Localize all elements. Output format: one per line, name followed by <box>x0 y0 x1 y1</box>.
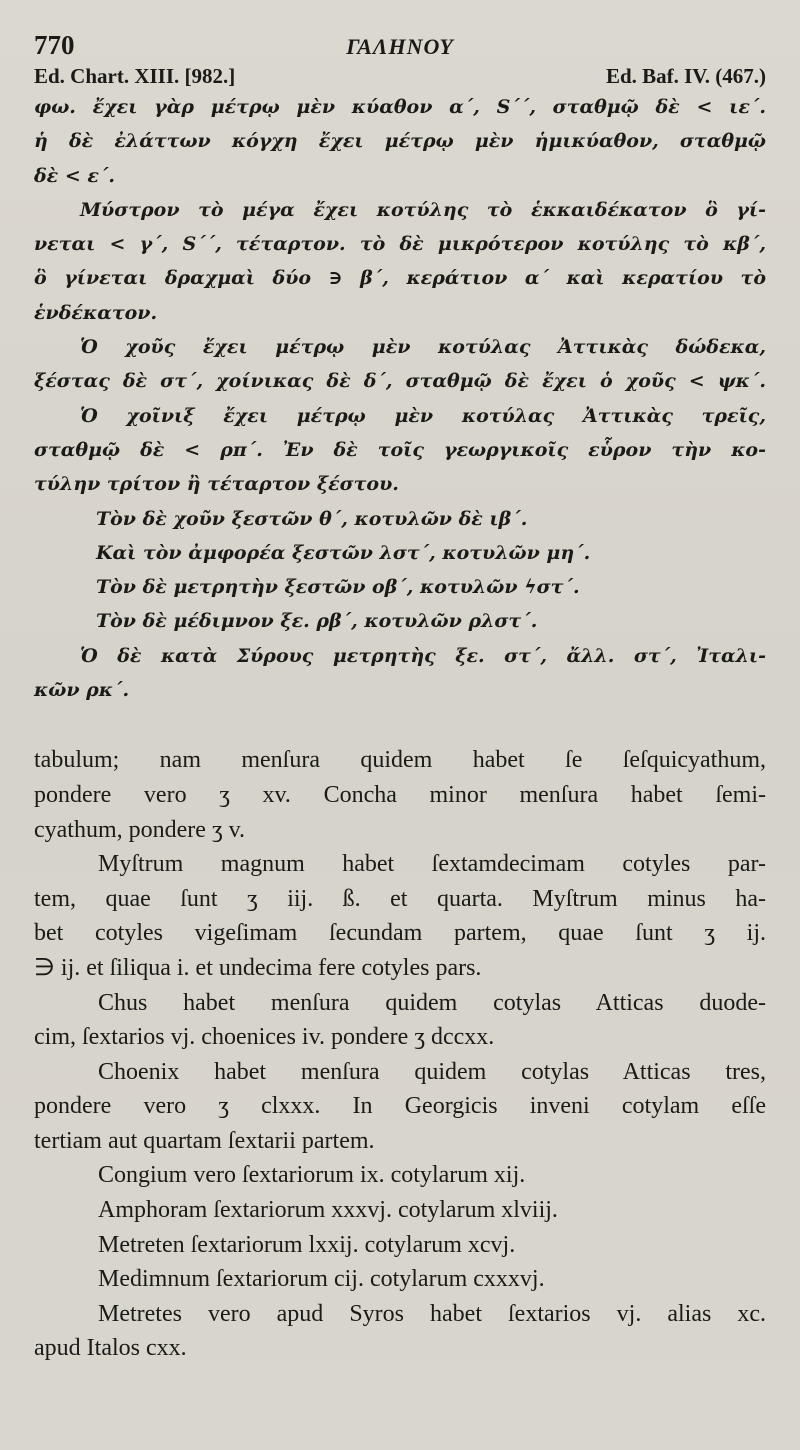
greek-line: Μύστρον τὸ μέγα ἔχει κοτύλης τὸ ἑκκαιδέκατον ὃ γί- <box>80 198 766 221</box>
running-title: ΓΑΛΗΝΟΥ <box>346 34 454 59</box>
greek-line: Τὸν δὲ χοῦν ξεστῶν θ΄, κοτυλῶν δὲ ιβ΄. <box>96 507 528 530</box>
latin-line: Choenix habet menſura quidem cotylas Atticas tres, <box>98 1058 766 1085</box>
latin-line: Medimnum ſextariorum cij. cotylarum cxxxvj. <box>98 1266 545 1293</box>
greek-line: Ὁ χοῦς ἔχει μέτρῳ μὲν κοτύλας Ἀττικὰς δώδεκα, <box>80 336 766 359</box>
greek-line: Τὸν δὲ μέδιμνον ξε. ρβ΄, κοτυλῶν ρλστ΄. <box>96 610 538 633</box>
greek-line: νεται < γ΄, S΄΄, τέταρτον. τὸ δὲ μικρότερον κοτύλης τὸ κβ΄, <box>34 233 766 256</box>
latin-line: pondere vero ʒ clxxx. In Georgicis inveni cotylam eſſe <box>34 1093 766 1120</box>
greek-line: ἑνδέκατον. <box>34 301 158 324</box>
latin-translation-block <box>34 743 766 1366</box>
greek-line: τύλην τρίτον ἢ τέταρτον ξέστου. <box>34 473 399 496</box>
latin-line: Amphoram ſextariorum xxxvj. cotylarum xlviij. <box>98 1197 558 1224</box>
latin-line: tem, quae ſunt ʒ iij. ß. et quarta. Myſtrum minus ha- <box>34 885 766 912</box>
greek-text-block <box>34 90 766 707</box>
latin-line: tabulum; nam menſura quidem habet ſe ſeſquicyathum, <box>34 747 766 774</box>
latin-line: cyathum, pondere ʒ v. <box>34 816 246 843</box>
latin-line: tertiam aut quartam ſextarii partem. <box>34 1127 375 1154</box>
latin-line: apud Italos cxx. <box>34 1335 187 1362</box>
edition-right: Ed. Baf. IV. (467.) <box>605 64 766 88</box>
latin-line: cim, ſextarios vj. choenices iv. pondere ʒ dccxx. <box>34 1024 495 1051</box>
latin-line: bet cotyles vigeſimam ſecundam partem, quae ſunt ʒ ij. <box>34 920 766 947</box>
greek-line: Τὸν δὲ μετρητὴν ξεστῶν οβ΄, κοτυλῶν ϟστ΄. <box>96 576 580 599</box>
latin-line: Congium vero ſextariorum ix. cotylarum xij. <box>98 1162 526 1189</box>
greek-line: Ὁ χοῖνιξ ἔχει μέτρῳ μὲν κοτύλας Ἀττικὰς τρεῖς, <box>80 404 766 427</box>
page-header <box>34 30 766 70</box>
greek-line: σταθμῷ δὲ < ρπ΄. Ἐν δὲ τοῖς γεωργικοῖς εὗρον τὴν κο- <box>34 438 766 461</box>
greek-line: Ὁ δὲ κατὰ Σύρους μετρητὴς ξε. στ΄, ἄλλ. στ΄, Ἰταλι- <box>80 644 766 667</box>
greek-line: φω. ἔχει γὰρ μέτρῳ μὲν κύαθον α΄, S΄΄, σταθμῷ δὲ < ιε΄. <box>34 96 766 118</box>
greek-line: ὃ γίνεται δραχμαὶ δύο ∋ β΄, κεράτιον α΄ καὶ κερατίου τὸ <box>34 267 766 290</box>
greek-line: δὲ < ε΄. <box>34 164 116 187</box>
page-number: 770 <box>34 30 75 60</box>
latin-line: Metreten ſextariorum lxxij. cotylarum xcvj. <box>98 1231 516 1258</box>
latin-line: pondere vero ʒ xv. Concha minor menſura habet ſemi- <box>34 781 766 808</box>
greek-line: ξέστας δὲ στ΄, χοίνικας δὲ δ΄, σταθμῷ δὲ ἔχει ὁ χοῦς < ψκ΄. <box>34 370 766 393</box>
greek-line: κῶν ρκ΄. <box>34 679 130 702</box>
greek-line: ἡ δὲ ἐλάττων κόγχη ἔχει μέτρῳ μὲν ἡμικύαθον, σταθμῷ <box>34 130 766 153</box>
latin-line: Chus habet menſura quidem cotylas Atticas duode- <box>98 989 766 1016</box>
latin-line: ∋ ij. et ſiliqua i. et undecima fere cotyles pars. <box>34 954 482 981</box>
latin-line: Myſtrum magnum habet ſextamdecimam cotyles par- <box>98 851 766 878</box>
latin-line: Metretes vero apud Syros habet ſextarios vj. alias xc. <box>98 1300 766 1327</box>
greek-line: Καὶ τὸν ἀμφορέα ξεστῶν λστ΄, κοτυλῶν μη΄. <box>96 541 591 564</box>
edition-left: Ed. Chart. XIII. [982.] <box>34 64 236 88</box>
